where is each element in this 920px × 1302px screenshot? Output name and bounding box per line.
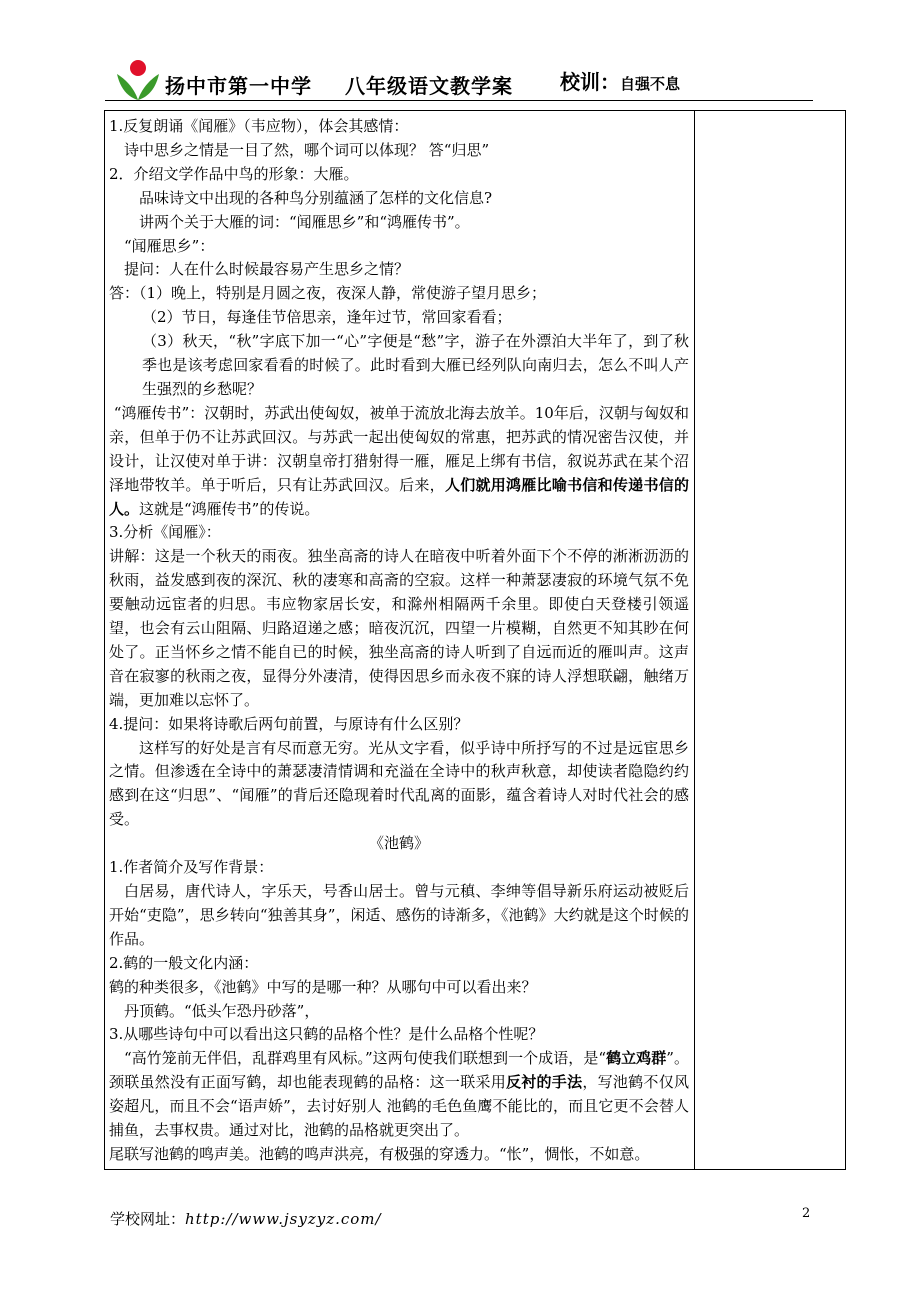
line-12: 3.分析《闻雁》： [109, 523, 221, 542]
paragraph-hongyan [109, 402, 689, 522]
character-text-c: ”。颈联虽然没有正面写鹤，却也能表现鹤的品格：这一联采用 [109, 1049, 689, 1092]
hongyan-text-c: 这就是“鸿雁传书”的传说。 [139, 499, 320, 518]
paragraph-author: 白居易，唐代诗人，字乐天，号香山居士。曾与元稹、李绅等倡导新乐府运动被贬后开始“吏隐”，思乡转向“独善其身”，闲适、感伤的诗渐多，《池鹤》大约就是这个时候的作品。 [109, 882, 689, 948]
motto-label: 校训： [560, 70, 620, 94]
course-title: 八年级语文教学案 [345, 74, 513, 98]
line-6: “闻雁思乡”： [124, 236, 215, 255]
character-bold-idiom: 鹤立鸡群 [606, 1049, 667, 1068]
character-text-a: “高竹笼前无伴侣，乱群鸡里有风标。”这两句使我们联想到一个成语，是“ [124, 1049, 607, 1068]
footer-label: 学校网址： [110, 1210, 186, 1228]
section-title-chihe: 《池鹤》 [368, 834, 429, 853]
school-motto [560, 66, 680, 95]
line-5: 讲两个关于大雁的词：“闻雁思乡”和“鸿雁传书”。 [139, 212, 470, 231]
line-17: 1.作者简介及写作背景： [109, 858, 274, 877]
table-column-divider [694, 111, 695, 1169]
line-3: 2．介绍文学作品中鸟的形象：大雁。 [109, 164, 359, 183]
line-20: 鹤的种类很多，《池鹤》中写的是哪一种？从哪句中可以看出来？ [109, 977, 537, 996]
line-2: 诗中思乡之情是一目了然，哪个词可以体现？ 答“归思” [124, 140, 490, 159]
line-4: 品味诗文中出现的各种鸟分别蕴涵了怎样的文化信息? [139, 188, 493, 207]
page-footer [110, 1208, 382, 1229]
paragraph-benefit: 这样写的好处是言有尽而意无穷。光从文字看，似乎诗中所抒写的不过是远宦思乡之情。但渗透在全诗中的萧瑟凄清情调和充溢在全诗中的秋声秋意，却使读者隐隐约约感到在这“归思”、“闻雁”的背后还隐现着时代乱离的面影，蕴含着诗人对时代社会的感受。 [109, 738, 689, 829]
line-14: 4.提问：如果将诗歌后两句前置，与原诗有什么区别？ [109, 714, 469, 733]
line-9: （2）节日，每逢佳节倍思亲，逢年过节，常回家看看； [142, 308, 512, 327]
character-bold-technique: 反衬的手法 [506, 1073, 583, 1092]
line-21: 丹顶鹤。“低头乍恐丹砂落”， [124, 1001, 320, 1020]
page-number: 2 [802, 1206, 811, 1221]
line-24: 尾联写池鹤的鸣声美。池鹤的鸣声洪亮，有极强的穿透力。“怅”，惆怅，不如意。 [109, 1144, 650, 1163]
page-header [0, 0, 920, 104]
line-19: 2.鹤的一般文化内涵： [109, 953, 259, 972]
line-7: 提问：人在什么时候最容易产生思乡之情？ [124, 260, 410, 279]
hongyan-text-a: “鸿雁传书”：汉朝时，苏武出使匈奴，被单于流放北海去放羊。10年后，汉朝与匈奴和亲，但单于仍不让苏武回汉。与苏武一起出使匈奴的常惠，把苏武的情况密告汉使，并设计，让汉使对单于讲：汉朝皇帝打猎射得一雁，雁足上绑有书信，叙说苏武在某个沼泽地带牧羊。单于听后，只有让苏武回汉。后来， [109, 403, 689, 494]
school-logo-icon [115, 58, 161, 104]
hongyan-bold: 人们就用鸿雁比喻书信和传递书信的人。 [109, 475, 689, 518]
line-22: 3.从哪些诗句中可以看出这只鹤的品格个性？是什么品格个性呢？ [109, 1025, 544, 1044]
lesson-content [109, 115, 689, 1167]
paragraph-analysis: 讲解：这是一个秋天的雨夜。独坐高斋的诗人在暗夜中听着外面下个不停的淅淅沥沥的秋雨，益发感到夜的深沉、秋的凄寒和高斋的空寂。这样一种萧瑟凄寂的环境气氛不免要触动远宦者的归思。韦应物家居长安，和滁州相隔两千余里。即使白天登楼引领遥望，也会有云山阻隔、归路迢递之感；暗夜沉沉，四望一片模糊，自然更不知其眇在何处了。正当怀乡之情不能自已的时候，独坐高斋的诗人听到了自远而近的雁叫声。这声音在寂寥的秋雨之夜，显得分外凄清，使得因思乡而永夜不寐的诗人浮想联翩，触绪万端，更加难以忘怀了。 [109, 547, 689, 709]
paragraph-character [109, 1047, 689, 1143]
motto-value: 自强不息 [620, 75, 681, 93]
school-name: 扬中市第一中学 [165, 74, 312, 98]
school-website-link[interactable]: http://www.jsyzyz.com/ [185, 1210, 382, 1228]
header-rule [105, 100, 813, 101]
lesson-table [104, 110, 846, 1170]
line-1: 1.反复朗诵《闻雁》（韦应物），体会其感情： [109, 117, 409, 135]
line-8: 答：（1）晚上，特别是月圆之夜，夜深人静，常使游子望月思乡； [109, 284, 547, 303]
character-text-e: ，写池鹤不仅风姿超凡，而且不会“语声娇”，去讨好别人 池鹤的毛色鱼鹰不能比的，而且它更不会替人捕鱼，去事权贵。通过对比，池鹤的品格就更突出了。 [109, 1073, 689, 1140]
line-10: （3）秋天，“秋”字底下加一“心”字便是“愁”字，游子在外漂泊大半年了，到了秋季也是该考虑回家看看的时候了。此时看到大雁已经列队向南归去，怎么不叫人产生强烈的乡愁呢？ [142, 332, 689, 398]
